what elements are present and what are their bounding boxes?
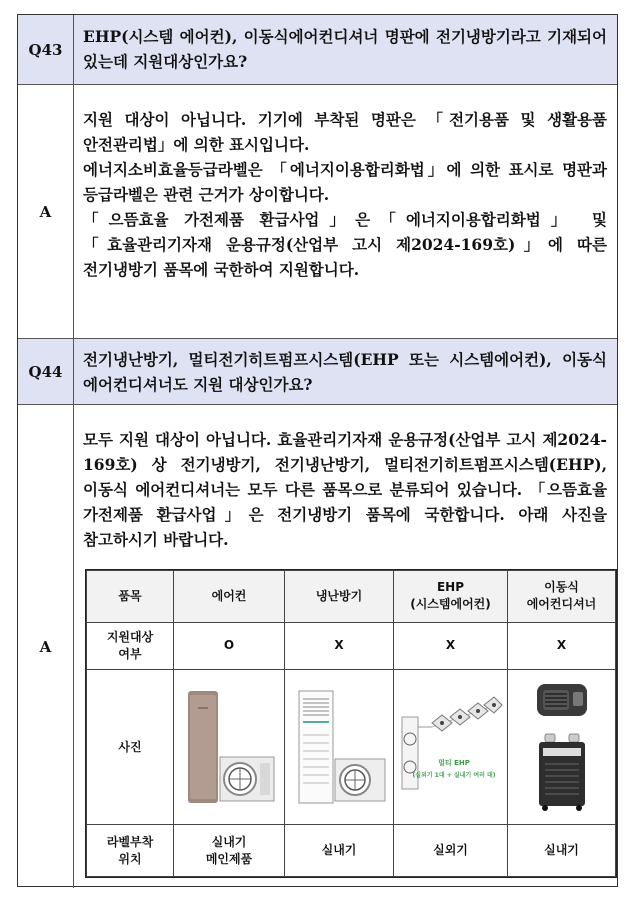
table-cell: 실내기: [285, 825, 394, 877]
header-cell: 품목: [87, 571, 174, 623]
faq-sheet: [17, 14, 618, 887]
header-cell: 에어컨: [174, 571, 285, 623]
table-cell: 실외기: [394, 825, 508, 877]
row-label: 지원대상 여부: [87, 622, 174, 669]
table-row: [87, 825, 616, 877]
table-cell: O: [174, 622, 285, 669]
table-cell: X: [394, 622, 508, 669]
question-row-q44: [18, 339, 617, 405]
question-number: Q43: [18, 15, 74, 84]
table-row: [87, 670, 616, 825]
answer-paragraph: 지원 대상이 아닙니다. 기기에 부착된 명판은 「전기용품 및 생활용품 안전관리법」에 의한 표시입니다.: [83, 110, 607, 154]
table-row: [87, 622, 616, 669]
row-label: 라벨부착 위치: [87, 825, 174, 877]
question-text: EHP(시스템 에어컨), 이동식에어컨디셔너 명판에 전기냉방기라고 기재되어 있는데 지원대상인가요?: [83, 27, 607, 71]
question-row-q43: [18, 15, 617, 85]
question-text: 전기냉난방기, 멀티전기히트펌프시스템(EHP 또는 시스템에어컨), 이동식 에어컨디셔너도 지원 대상인가요?: [83, 350, 607, 394]
air-conditioner-photo: [174, 670, 285, 825]
header-cell: 이동식 에어컨디셔너: [508, 571, 616, 623]
answer-row-a43: [18, 85, 617, 339]
table-cell: X: [508, 622, 616, 669]
table-cell: 실내기: [508, 825, 616, 877]
row-label: 사진: [87, 670, 174, 825]
portable-ac-photo: [508, 670, 616, 825]
comparison-table: [85, 569, 617, 878]
answer-paragraph: 에너지소비효율등급라벨은 「에너지이용합리화법」에 의한 표시로 명판과 등급라벨은 관련 근거가 상이합니다.: [83, 160, 607, 204]
answer-paragraph: 「으뜸효율 가전제품 환급사업」은「에너지이용합리화법」 및「효율관리기자재 운용규정(산업부 고시 제2024-169호)」에 따른 전기냉방기 품목에 국한하여 지원합니다.: [83, 210, 607, 279]
table-cell: X: [285, 622, 394, 669]
answer-text: 모두 지원 대상이 아닙니다. 효율관리기자재 운용규정(산업부 고시 제2024-169호) 상 전기냉방기, 전기냉난방기, 멀티전기히트펌프시스템(EHP), 이동식 에어컨디셔너는 모두 다른 품목으로 분류되어 있습니다. 「으뜸효율 가전제품 환급사업」은 전기냉방기 품목에 국한합니다. 아래 사진을 참고하시기 바랍니다.: [83, 430, 607, 549]
heat-pump-photo: [285, 670, 394, 825]
header-cell: EHP (시스템에어컨): [394, 571, 508, 623]
answer-label: A: [18, 405, 74, 888]
header-cell: 냉난방기: [285, 571, 394, 623]
table-cell: 실내기 메인제품: [174, 825, 285, 877]
table-header-row: [87, 571, 616, 623]
question-number: Q44: [18, 339, 74, 404]
ehp-system-photo: [394, 670, 508, 825]
ehp-caption: 멀티 EHP: [437, 759, 470, 768]
answer-label: A: [18, 85, 74, 338]
answer-text: [83, 107, 607, 282]
ehp-caption: (실외기 1대 + 실내기 여러 대): [411, 772, 496, 780]
